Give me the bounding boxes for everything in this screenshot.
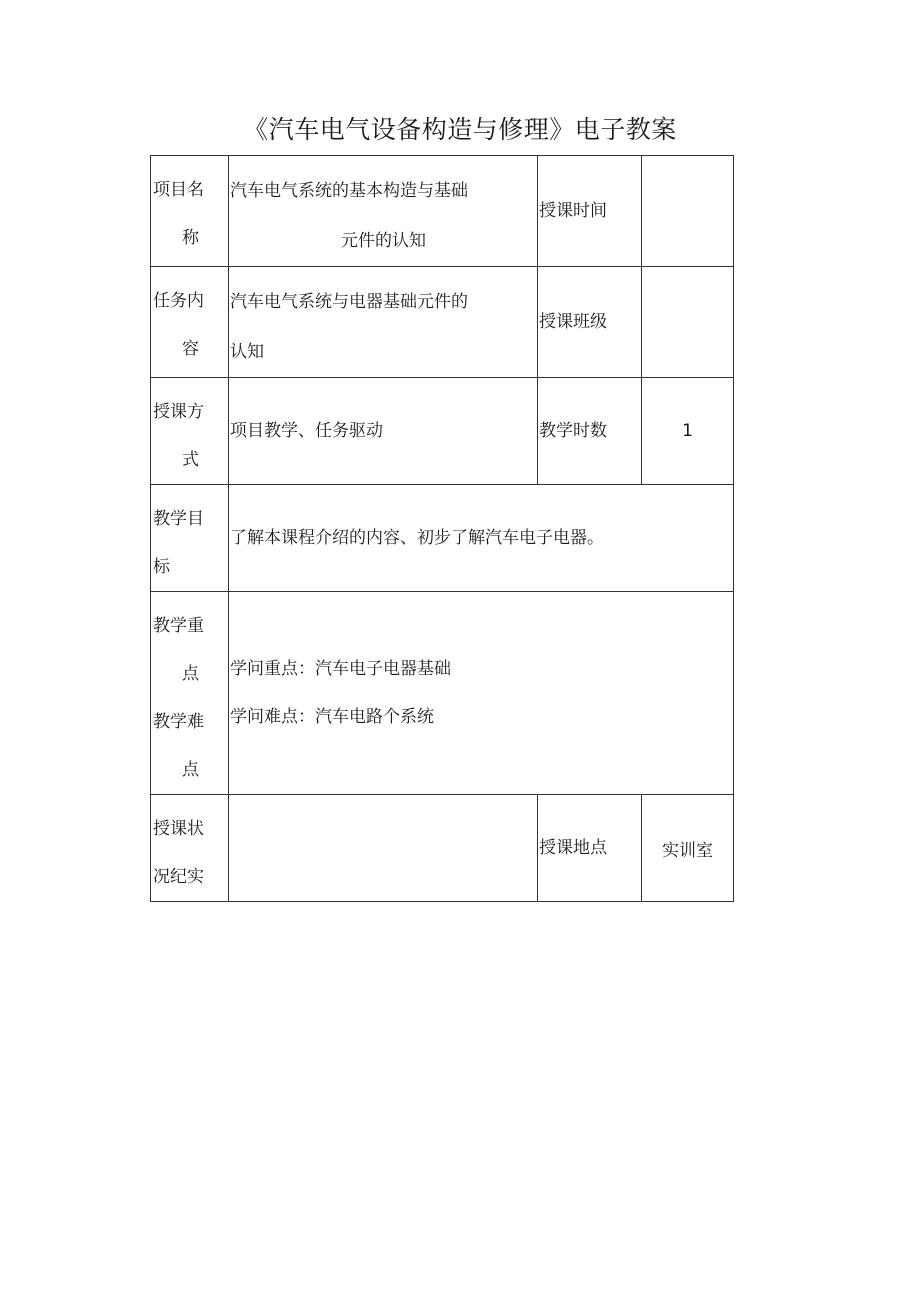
teach-time-label: 授课时间 xyxy=(539,201,607,221)
difficulty-label-line1: 教学难 xyxy=(153,712,204,732)
goal-label-line2: 标 xyxy=(153,557,170,577)
table-row-method xyxy=(151,378,734,485)
task-label-line2: 容 xyxy=(182,339,199,359)
class-label-cell xyxy=(538,267,642,378)
method-value-cell xyxy=(229,378,538,485)
task-value-line1: 汽车电气系统与电器基础元件的 xyxy=(230,292,468,312)
task-value-line2: 认知 xyxy=(230,342,264,362)
key-point-value: 学问重点：汽车电子电器基础 xyxy=(230,659,451,679)
difficulty-label-line2: 点 xyxy=(182,760,199,780)
hours-label: 教学时数 xyxy=(539,421,607,441)
goal-label-line1: 教学目 xyxy=(153,509,204,529)
project-name-value-line2: 元件的认知 xyxy=(341,231,426,251)
place-value: 实训室 xyxy=(662,840,713,861)
hours-value-cell xyxy=(642,378,734,485)
task-value-cell xyxy=(229,267,538,378)
difficulty-point-value: 学问难点：汽车电路个系统 xyxy=(230,707,434,727)
goal-value: 了解本课程介绍的内容、初步了解汽车电子电器。 xyxy=(230,528,604,548)
place-value-cell xyxy=(642,795,734,902)
key-label-line1: 教学重 xyxy=(153,616,204,636)
task-label-cell xyxy=(151,267,229,378)
record-label-cell xyxy=(151,795,229,902)
document-title: 《汽车电气设备构造与修理》电子教案 xyxy=(243,115,677,144)
task-label-line1: 任务内 xyxy=(153,291,204,311)
project-name-label-line2: 称 xyxy=(182,228,199,248)
project-name-value-line1: 汽车电气系统的基本构造与基础 xyxy=(230,181,468,201)
record-label-line1: 授课状 xyxy=(153,819,204,839)
teach-time-value-cell xyxy=(642,156,734,267)
hours-value: 1 xyxy=(682,421,693,441)
table-row-key-difficulty xyxy=(151,592,734,795)
place-label-cell xyxy=(538,795,642,902)
project-name-value-cell xyxy=(229,156,538,267)
goal-label-cell xyxy=(151,485,229,592)
table-row-record xyxy=(151,795,734,902)
record-value-cell xyxy=(229,795,538,902)
teach-time-label-cell xyxy=(538,156,642,267)
project-name-label-line1: 项目名 xyxy=(153,180,204,200)
record-label-line2: 况纪实 xyxy=(153,867,204,887)
class-label: 授课班级 xyxy=(539,312,607,332)
key-difficulty-label-cell xyxy=(151,592,229,795)
method-label-cell xyxy=(151,378,229,485)
table-row-goal xyxy=(151,485,734,592)
table-row-project-name xyxy=(151,156,734,267)
place-label: 授课地点 xyxy=(539,838,607,858)
lesson-plan-table xyxy=(150,155,734,902)
method-value: 项目教学、任务驱动 xyxy=(230,421,383,441)
hours-label-cell xyxy=(538,378,642,485)
class-value-cell xyxy=(642,267,734,378)
table-row-task xyxy=(151,267,734,378)
method-label-line2: 式 xyxy=(182,450,199,470)
key-difficulty-value-cell xyxy=(229,592,734,795)
method-label-line1: 授课方 xyxy=(153,402,204,422)
goal-value-cell xyxy=(229,485,734,592)
project-name-label-cell xyxy=(151,156,229,267)
key-label-line2: 点 xyxy=(182,664,199,684)
